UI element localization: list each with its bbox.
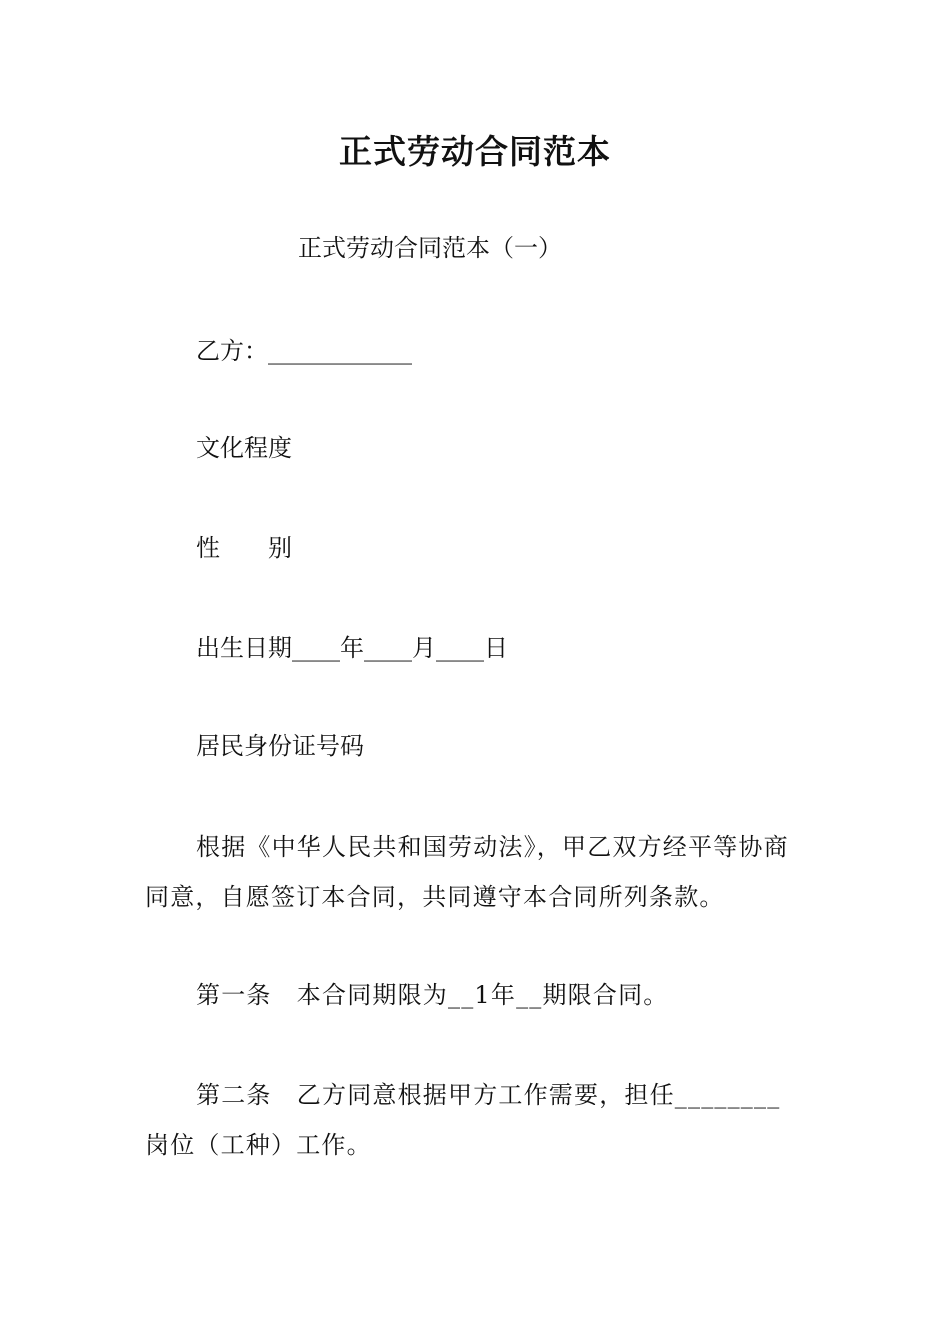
education-field: 文化程度 [196,434,292,462]
id-number-field: 居民身份证号码 [196,732,364,760]
intro-paragraph: 根据《中华人民共和国劳动法》，甲乙双方经平等协商同意，自愿签订本合同，共同遵守本合同所列条款。 [145,833,789,911]
gender-field: 性 别 [196,534,292,562]
article-1-paragraph: 第一条 本合同期限为__1年__期限合同。 [196,981,669,1009]
document-title: 正式劳动合同范本 [339,132,611,171]
document-subtitle: 正式劳动合同范本（一） [298,234,562,262]
article-2-paragraph: 第二条 乙方同意根据甲方工作需要，担任________岗位（工种）工作。 [145,1081,781,1159]
party-b-field: 乙方：____________ [196,337,412,365]
birth-date-field: 出生日期____年____月____日 [196,634,508,662]
